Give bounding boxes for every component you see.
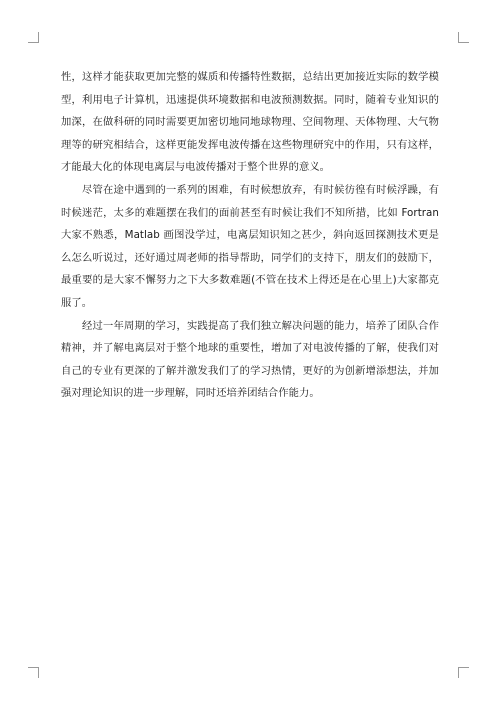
crop-mark-bottom-right [458, 667, 469, 678]
paragraph-conclusion: 经过一年周期的学习，实践提高了我们独立解决问题的能力，培养了团队合作精神，并了解电离层对于整个地球的重要性，增加了对电波传播的了解，使我们对自己的专业有更深的了解并激发我们了的学习热情，更好的为创新增添想法，并加强对理论知识的进一步理解，同时还培养团结合作能力。 [61, 319, 439, 400]
document-body [61, 66, 439, 405]
crop-mark-top-left [28, 32, 39, 43]
crop-mark-bottom-left [28, 667, 39, 678]
paragraph-difficulties: 尽管在途中遇到的一系列的困难，有时候想放弃，有时候彷徨有时候浮躁，有时候迷茫，太多的难题摆在我们的面前甚至有时候让我们不知所措，比如 Fortran 大家不熟悉，Matlab 画图没学过，电离层知识知之甚少，斜向返回探测技术更是么怎么听说过，还好通过周老师的指导帮助，同学们的支持下，朋友们的鼓励下，最重要的是大家不懈努力之下大多数难题(不管在技术上得还是在心里上)大家都克服了。 [61, 183, 439, 309]
paragraph-continuation: 性，这样才能获取更加完整的媒质和传播特性数据，总结出更加接近实际的数学模型，利用电子计算机，迅速提供环境数据和电波预测数据。同时，随着专业知识的加深，在做科研的同时需要更加密切地同地球物理、空间物理、天体物理、大气物理等的研究相结合，这样更能发挥电波传播在这些物理研究中的作用，只有这样，才能最大化的体现电离层与电波传播对于整个世界的意义。 [61, 71, 439, 174]
crop-mark-top-right [458, 32, 469, 43]
